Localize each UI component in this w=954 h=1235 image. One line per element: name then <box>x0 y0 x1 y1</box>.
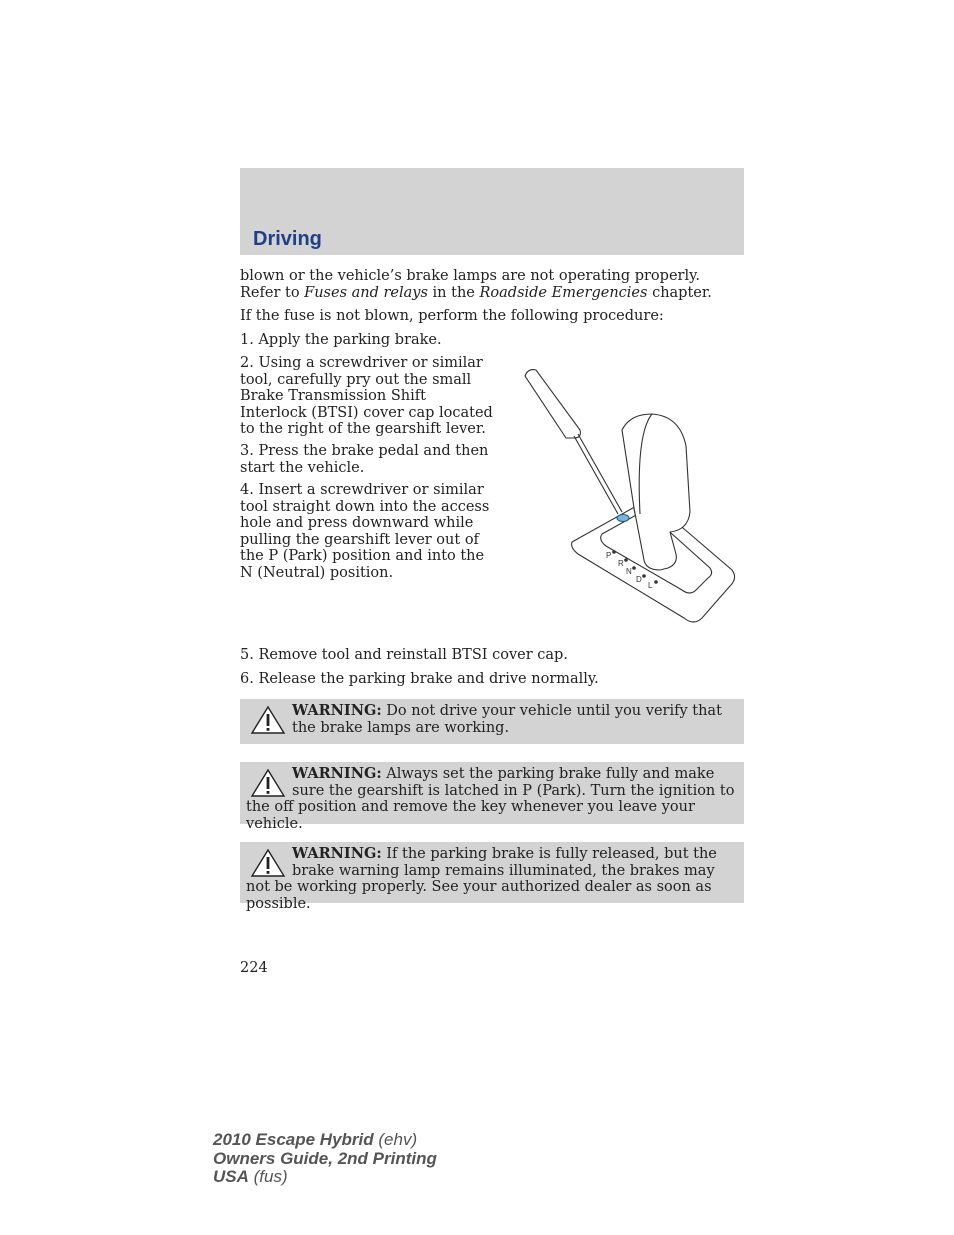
shift-lever <box>622 414 690 532</box>
page-number: 224 <box>240 960 268 976</box>
step-6: 6. Release the parking brake and drive normally. <box>240 671 599 687</box>
screwdriver-handle <box>525 370 580 438</box>
gear-letter-d: D <box>636 575 642 584</box>
gearshift-btsi-illustration <box>520 364 742 626</box>
document-footer <box>213 1131 437 1187</box>
fuse-paragraph: If the fuse is not blown, perform the following procedure: <box>240 308 664 324</box>
section-title: Driving <box>253 228 322 250</box>
section-header <box>240 168 744 255</box>
warning-box-2 <box>240 762 744 832</box>
screwdriver-shaft <box>574 436 618 514</box>
step-2: 2. Using a screwdriver or similar tool, carefully pry out the small Brake Transmission Shift Interlock (BTSI) cover cap located to the right of the gearshift lever. <box>240 355 493 437</box>
warning-label: WARNING: <box>292 702 382 719</box>
warning-text: Always set the parking brake fully and make sure the gearshift is latched in P (Park). Turn the ignition to the off position and remove the key whenever you leave your vehicle. <box>246 766 735 832</box>
warning-text: Do not drive your vehicle until you verify that the brake lamps are working. <box>292 703 722 736</box>
warning-triangle-icon <box>250 705 286 735</box>
btsi-cover-cap <box>617 515 629 522</box>
warning-triangle-icon <box>250 768 286 798</box>
warning-box-1 <box>240 699 744 744</box>
footer-model-code: (ehv) <box>373 1130 418 1149</box>
warning-box-3 <box>240 842 744 912</box>
step-5: 5. Remove tool and reinstall BTSI cover cap. <box>240 647 568 663</box>
step-4: 4. Insert a screwdriver or similar tool straight down into the access hole and press downward while pulling the gearshift lever out of the P (Park) position and into the N (Neutral) position. <box>240 482 490 581</box>
intro-line: blown or the vehicle’s brake lamps are not operating properly. Refer to <box>240 268 700 301</box>
warning-label: WARNING: <box>292 765 382 782</box>
step-1: 1. Apply the parking brake. <box>240 332 442 348</box>
intro-mid: in the <box>427 284 480 301</box>
footer-model: 2010 Escape Hybrid <box>213 1130 374 1149</box>
intro-end: chapter. <box>647 284 712 301</box>
intro-paragraph <box>240 268 744 301</box>
warning-text: If the parking brake is fully released, but the brake warning lamp remains illuminated, the brakes may not be working properly. See your authorized dealer as soon as possible. <box>246 846 717 912</box>
warning-triangle-icon <box>250 848 286 878</box>
footer-market: USA <box>213 1167 249 1186</box>
gear-letter-l: L <box>648 581 653 590</box>
gear-letter-r: R <box>618 559 624 568</box>
gear-letter-n: N <box>626 567 632 576</box>
footer-edition: Owners Guide, 2nd Printing <box>213 1148 437 1168</box>
fuses-reference: Fuses and relays <box>304 284 428 301</box>
gear-letter-p: P <box>606 551 612 560</box>
roadside-reference: Roadside Emergencies <box>479 284 648 301</box>
step-3: 3. Press the brake pedal and then start the vehicle. <box>240 443 489 476</box>
warning-label: WARNING: <box>292 845 382 862</box>
footer-market-code: (fus) <box>248 1167 288 1186</box>
